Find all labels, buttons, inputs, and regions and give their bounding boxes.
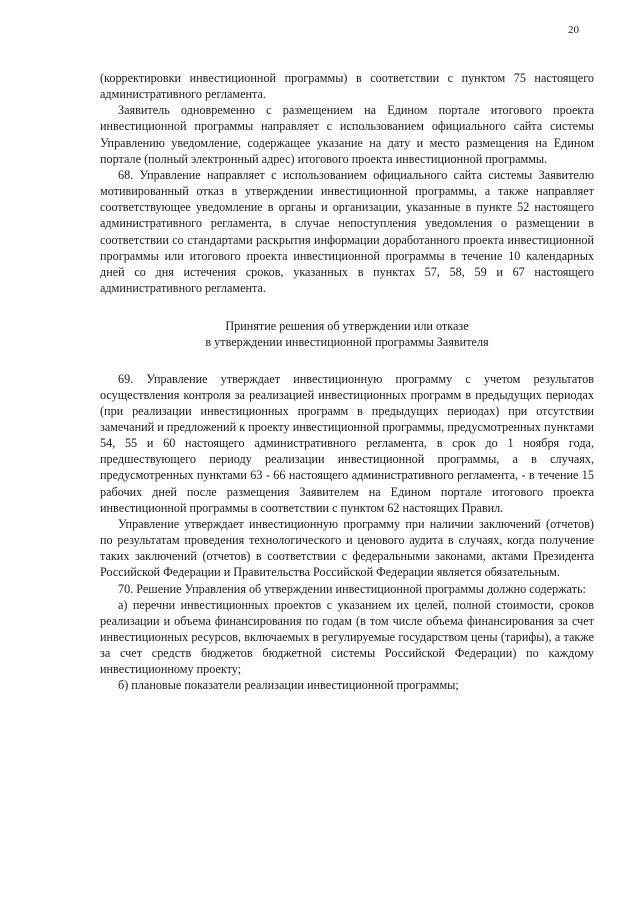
- paragraph-continuation: (корректировки инвестиционной программы) в соответствии с пунктом 75 настоящего административного регламента.: [100, 71, 594, 102]
- paragraph-68: 68. Управление направляет с использованием официального сайта системы Заявителю мотивированный отказ в утверждении инвестиционной программы, а также направляет соответствующее уведомление в органы и организации, указанные в пункте 52 настоящего административного регламента, в случае непоступления уведомления о размещении в соответствии со стандартами раскрытия информации доработанного проекта инвестиционной программы или итогового проекта инвестиционной программы в течение 10 календарных дней со дня истечения сроков, указанных в пунктах 57, 58, 59 и 67 настоящего административного регламента.: [100, 167, 594, 296]
- paragraph-69: 69. Управление утверждает инвестиционную программу с учетом результатов осуществления контроля за реализацией инвестиционных программ в предыдущих периодах (при реализации инвестиционных программ в предыдущих периодах) при отсутствии замечаний и предложений к проекту инвестиционной программы, предусмотренных пунктами 54, 55 и 60 настоящего административного регламента, в срок до 1 ноября года, предшествующего периоду реализации инвестиционной программы, а в случаях, предусмотренных пунктами 63 - 66 настоящего административного регламента, - в течение 15 рабочих дней после размещения Заявителем на Едином портале итогового проекта инвестиционной программы в соответствии с пунктом 62 настоящих Правил.: [100, 371, 594, 515]
- paragraph-70-a: а) перечни инвестиционных проектов с указанием их целей, полной стоимости, сроков реализации и объема финансирования по годам (в том числе объема финансирования за счет инвестиционных ресурсов, включаемых в регулируемые государством цены (тарифы), а также за счет средств бюджетов бюджетной системы Российской Федерации) по каждому инвестиционному проекту;: [100, 597, 594, 677]
- section-heading-line-2: в утверждении инвестиционной программы Заявителя: [205, 335, 489, 350]
- paragraph-notification: Заявитель одновременно с размещением на Едином портале итогового проекта инвестиционной программы направляет с использованием официального сайта системы Управлению уведомление, содержащее указание на дату и место размещения на Едином портале (полный электронный адрес) итогового проекта инвестиционной программы.: [100, 103, 594, 166]
- document-body: [100, 70, 594, 694]
- page-number: 20: [568, 24, 579, 36]
- section-heading: [100, 318, 594, 350]
- paragraph-70-b: б) плановые показатели реализации инвестиционной программы;: [118, 678, 459, 693]
- paragraph-approval-conditions: Управление утверждает инвестиционную программу при наличии заключений (отчетов) по результатам проведения технологического и ценового аудита в случаях, когда получение таких заключений (отчетов) в соответствии с федеральными законами, актами Президента Российской Федерации и Правительства Российской Федерации является обязательным.: [100, 516, 594, 580]
- section-heading-line-1: Принятие решения об утверждении или отказе: [225, 319, 469, 334]
- paragraph-70: 70. Решение Управления об утверждении инвестиционной программы должно содержать:: [118, 581, 586, 596]
